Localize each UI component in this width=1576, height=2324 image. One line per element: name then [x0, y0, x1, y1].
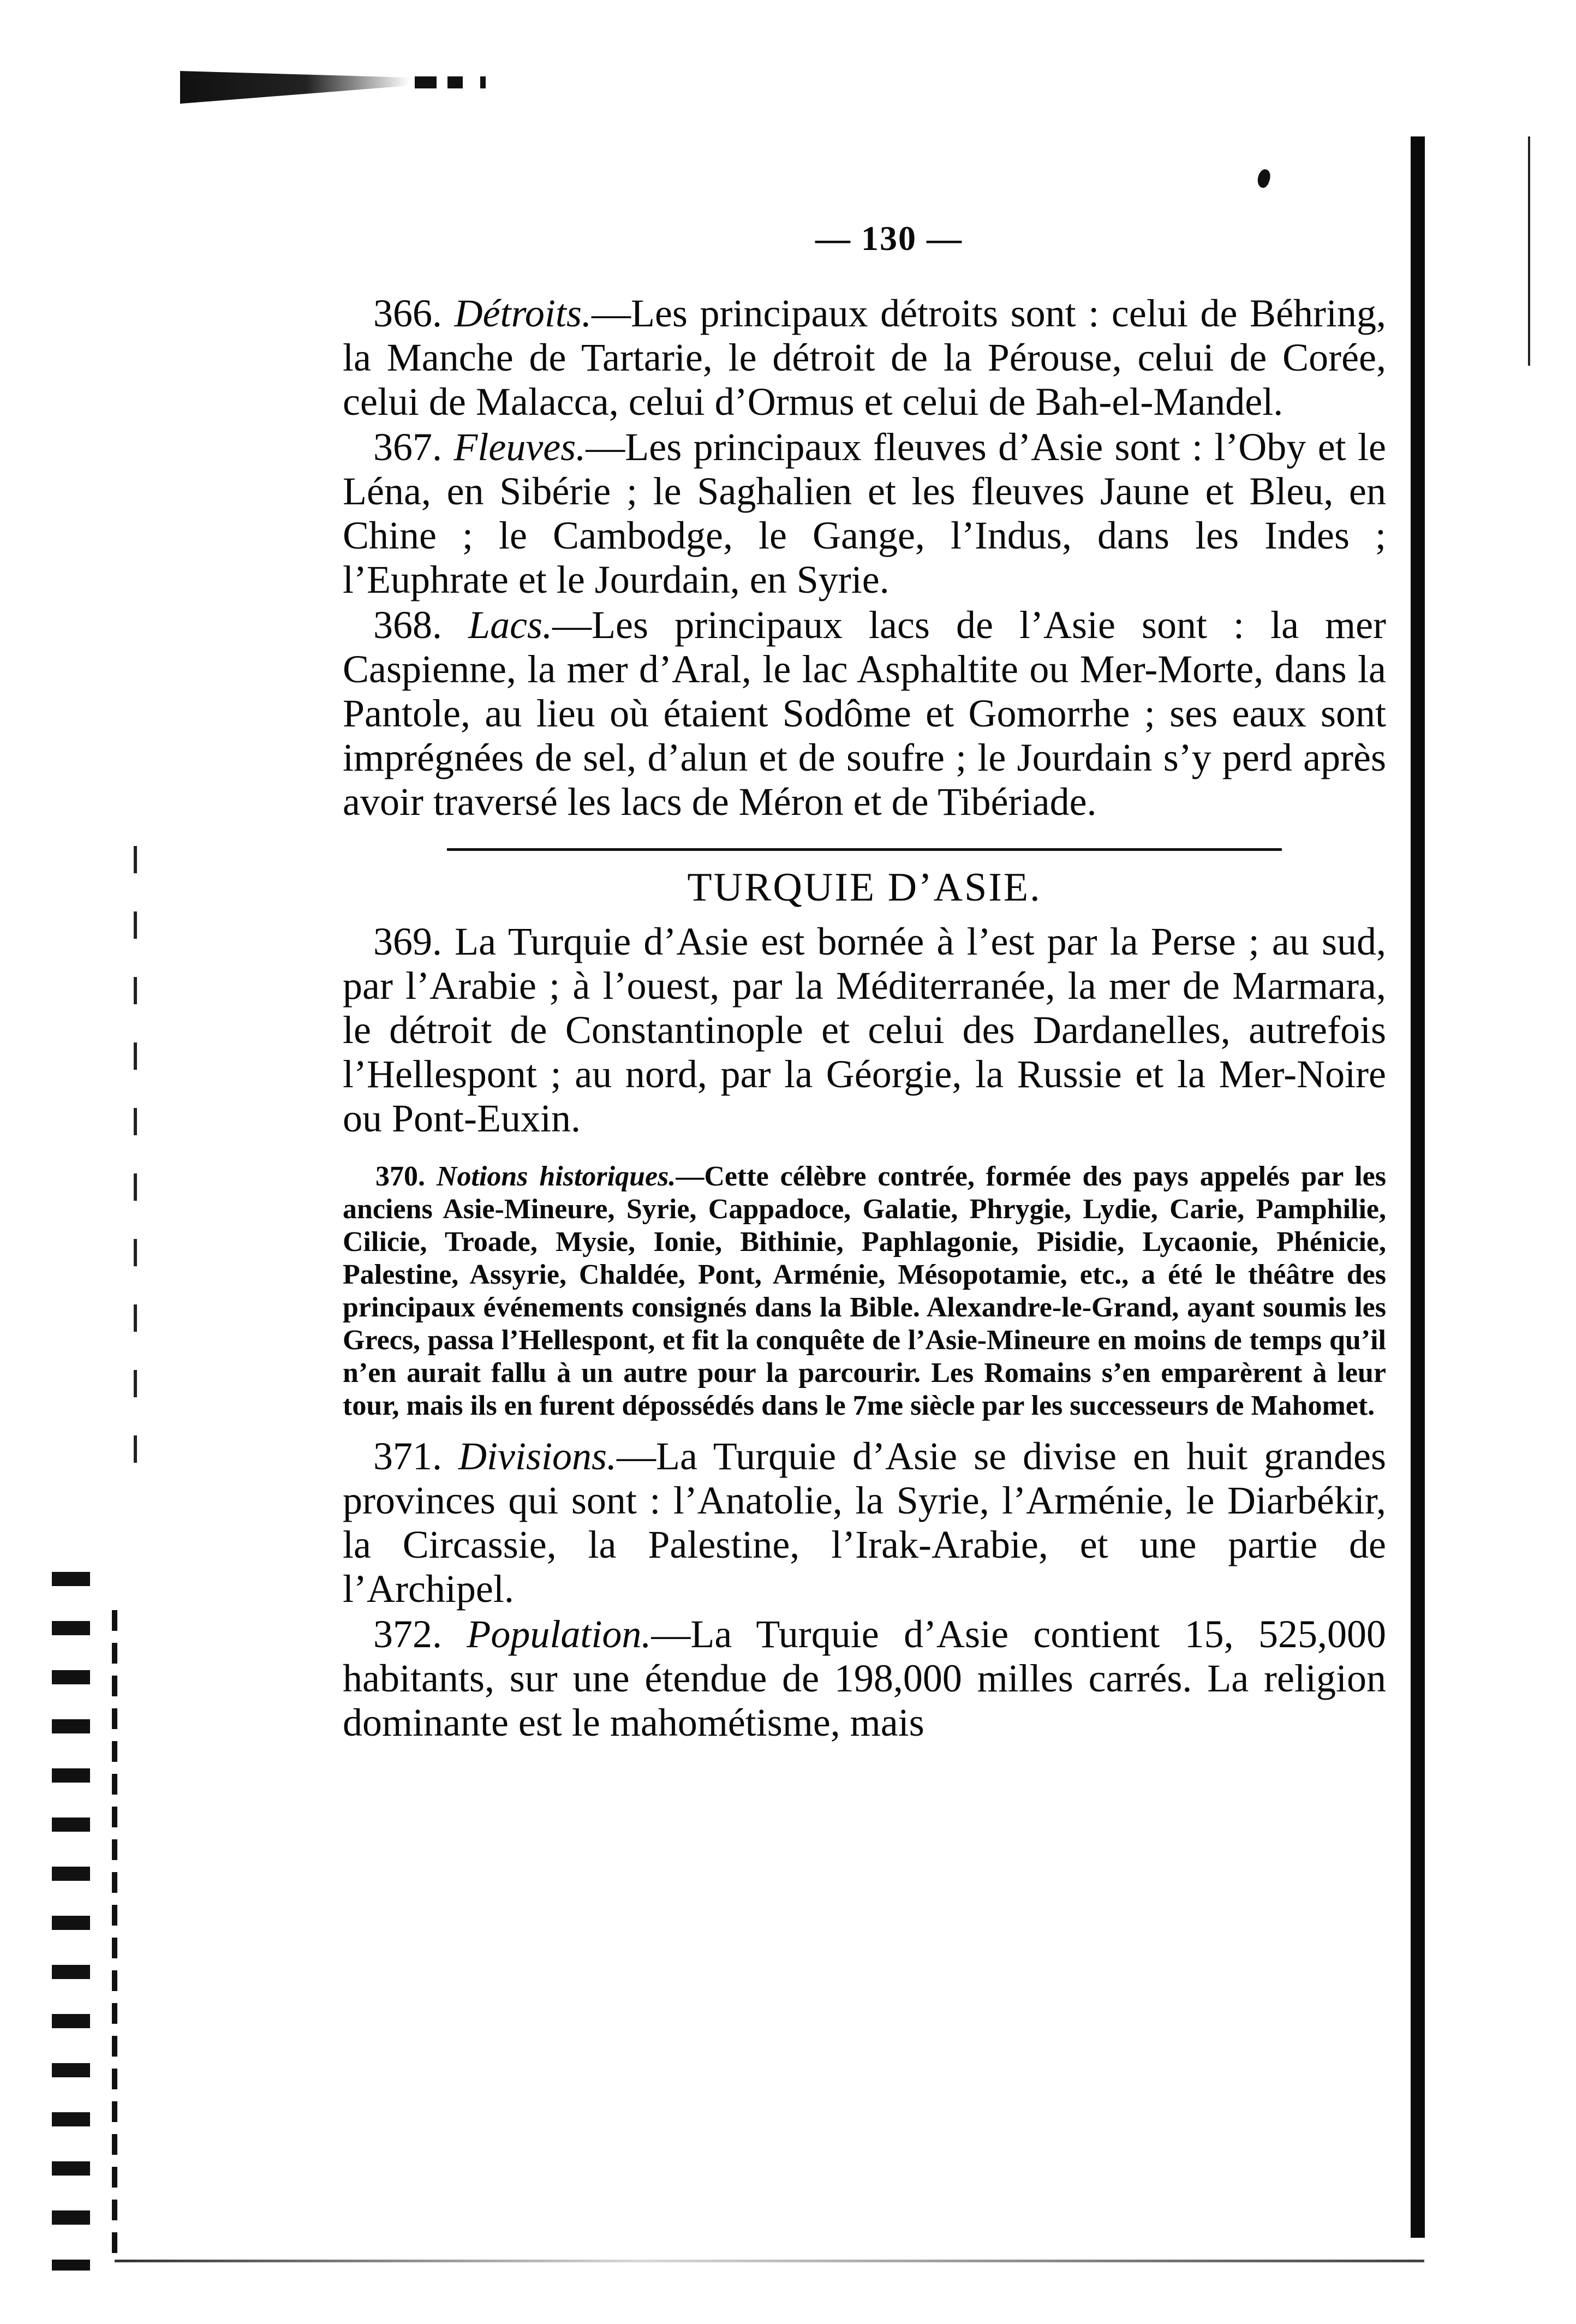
paragraph-number: 366. — [373, 291, 442, 335]
paragraph-text: —Les principaux lacs de l’Asie sont : la mer Caspienne, la mer d’Aral, le lac Asphaltite ou Mer-Morte, dans la Pantole, au lieu où étaient Sodôme et Gomorrhe ; ses eaux sont imprégnées de sel, d’alun et de soufre ; le Jourdain s’y perd après avoir traversé les lacs de Méron et de Tibériade. — [343, 603, 1387, 824]
paragraph-text: —Les principaux détroits sont : celui de Béhring, la Manche de Tartarie, le détroit de la Pérouse, celui de Corée, celui de Malacca, celui d’Ormus et celui de Bah-el-Mandel. — [343, 291, 1387, 424]
scan-mark — [415, 76, 437, 88]
scan-mark — [447, 76, 463, 88]
paragraph-number: 369. — [373, 920, 442, 963]
paragraph-heading: Détroits. — [454, 291, 592, 335]
note-heading: Notions historiques. — [436, 1161, 676, 1192]
paragraph-text: —La Turquie d’Asie se divise en huit grandes provinces qui sont : l’Anatolie, la Syrie, l’Arménie, le Diarbékir, la Circassie, la Palestine, l’Irak-Arabie, et une partie de l’Archipel. — [343, 1434, 1387, 1611]
paragraph-369 — [343, 920, 1386, 1141]
page-content — [343, 218, 1386, 1745]
paragraph-366 — [343, 291, 1386, 424]
scan-edge-bottom — [115, 2260, 1424, 2262]
note-number: 370. — [375, 1161, 425, 1192]
paragraph-heading: Divisions. — [458, 1434, 617, 1478]
scan-edge-right-thin — [1528, 136, 1530, 366]
ink-speck — [1255, 168, 1273, 189]
note-text: —Cette célèbre contrée, formée des pays appelés par les anciens Asie-Mineure, Syrie, Cappadoce, Galatie, Phrygie, Lydie, Carie, Pamphilie, Cilicie, Troade, Mysie, Ionie, Bithinie, Paphlagonie, Pisidie, Lycaonie, Phénicie, Palestine, Assyrie, Chaldée, Pont, Arménie, Mésopotamie, etc., a été le théâtre des principaux événements consignés dans la Bible. Alexandre-le-Grand, ayant soumis les Grecs, passa l’Hellespont, et fit la conquête de l’Asie-Mineure en moins de temps qu’il n’en aurait fallu à un autre pour la parcourir. Les Romains s’en emparèrent à leur tour, mais ils en furent dépossédés dans le 7me siècle par les successeurs de Mahomet. — [343, 1161, 1386, 1421]
scan-edge-left-vertical — [134, 846, 137, 1501]
paragraph-number: 371. — [373, 1434, 442, 1478]
scan-edge-left-marks — [52, 1572, 90, 2271]
paragraph-368 — [343, 603, 1386, 824]
paragraph-number: 368. — [373, 603, 442, 647]
scan-edge-left — [112, 1610, 117, 2265]
paragraph-text: —Les principaux fleuves d’Asie sont : l’Oby et le Léna, en Sibérie ; le Saghalien et les fleuves Jaune et Bleu, en Chine ; le Cambodge, le Gange, l’Indus, dans les Indes ; l’Euphrate et le Jourdain, en Syrie. — [343, 425, 1386, 601]
paragraph-text: La Turquie d’Asie est bornée à l’est par la Perse ; au sud, par l’Arabie ; à l’ouest, par la Méditerranée, la mer de Marmara, le détroit de Constantinople et celui des Dardanelles, autrefois l’Hellespont ; au nord, par la Géorgie, la Russie et la Mer-Noire ou Pont-Euxin. — [343, 920, 1387, 1140]
paragraph-number: 372. — [373, 1612, 442, 1656]
section-title: TURQUIE D’ASIE. — [687, 865, 1042, 910]
paragraph-371 — [343, 1434, 1386, 1611]
scan-mark — [480, 76, 486, 88]
paragraph-367 — [343, 425, 1386, 602]
page-number: — 130 — — [815, 219, 963, 258]
paragraph-number: 367. — [373, 425, 442, 469]
paragraph-372 — [343, 1612, 1386, 1745]
paragraph-heading: Population. — [467, 1612, 652, 1656]
historical-note-370 — [343, 1160, 1386, 1422]
scan-edge-right — [1411, 136, 1425, 2238]
scan-edge-top — [180, 71, 409, 104]
paragraph-text: —La Turquie d’Asie contient 15, 525,000 habitants, sur une étendue de 198,000 milles carrés. La religion dominante est le mahométisme, mais — [343, 1612, 1387, 1744]
paragraph-heading: Fleuves. — [453, 425, 586, 469]
paragraph-heading: Lacs. — [468, 603, 553, 647]
section-divider — [447, 848, 1282, 851]
